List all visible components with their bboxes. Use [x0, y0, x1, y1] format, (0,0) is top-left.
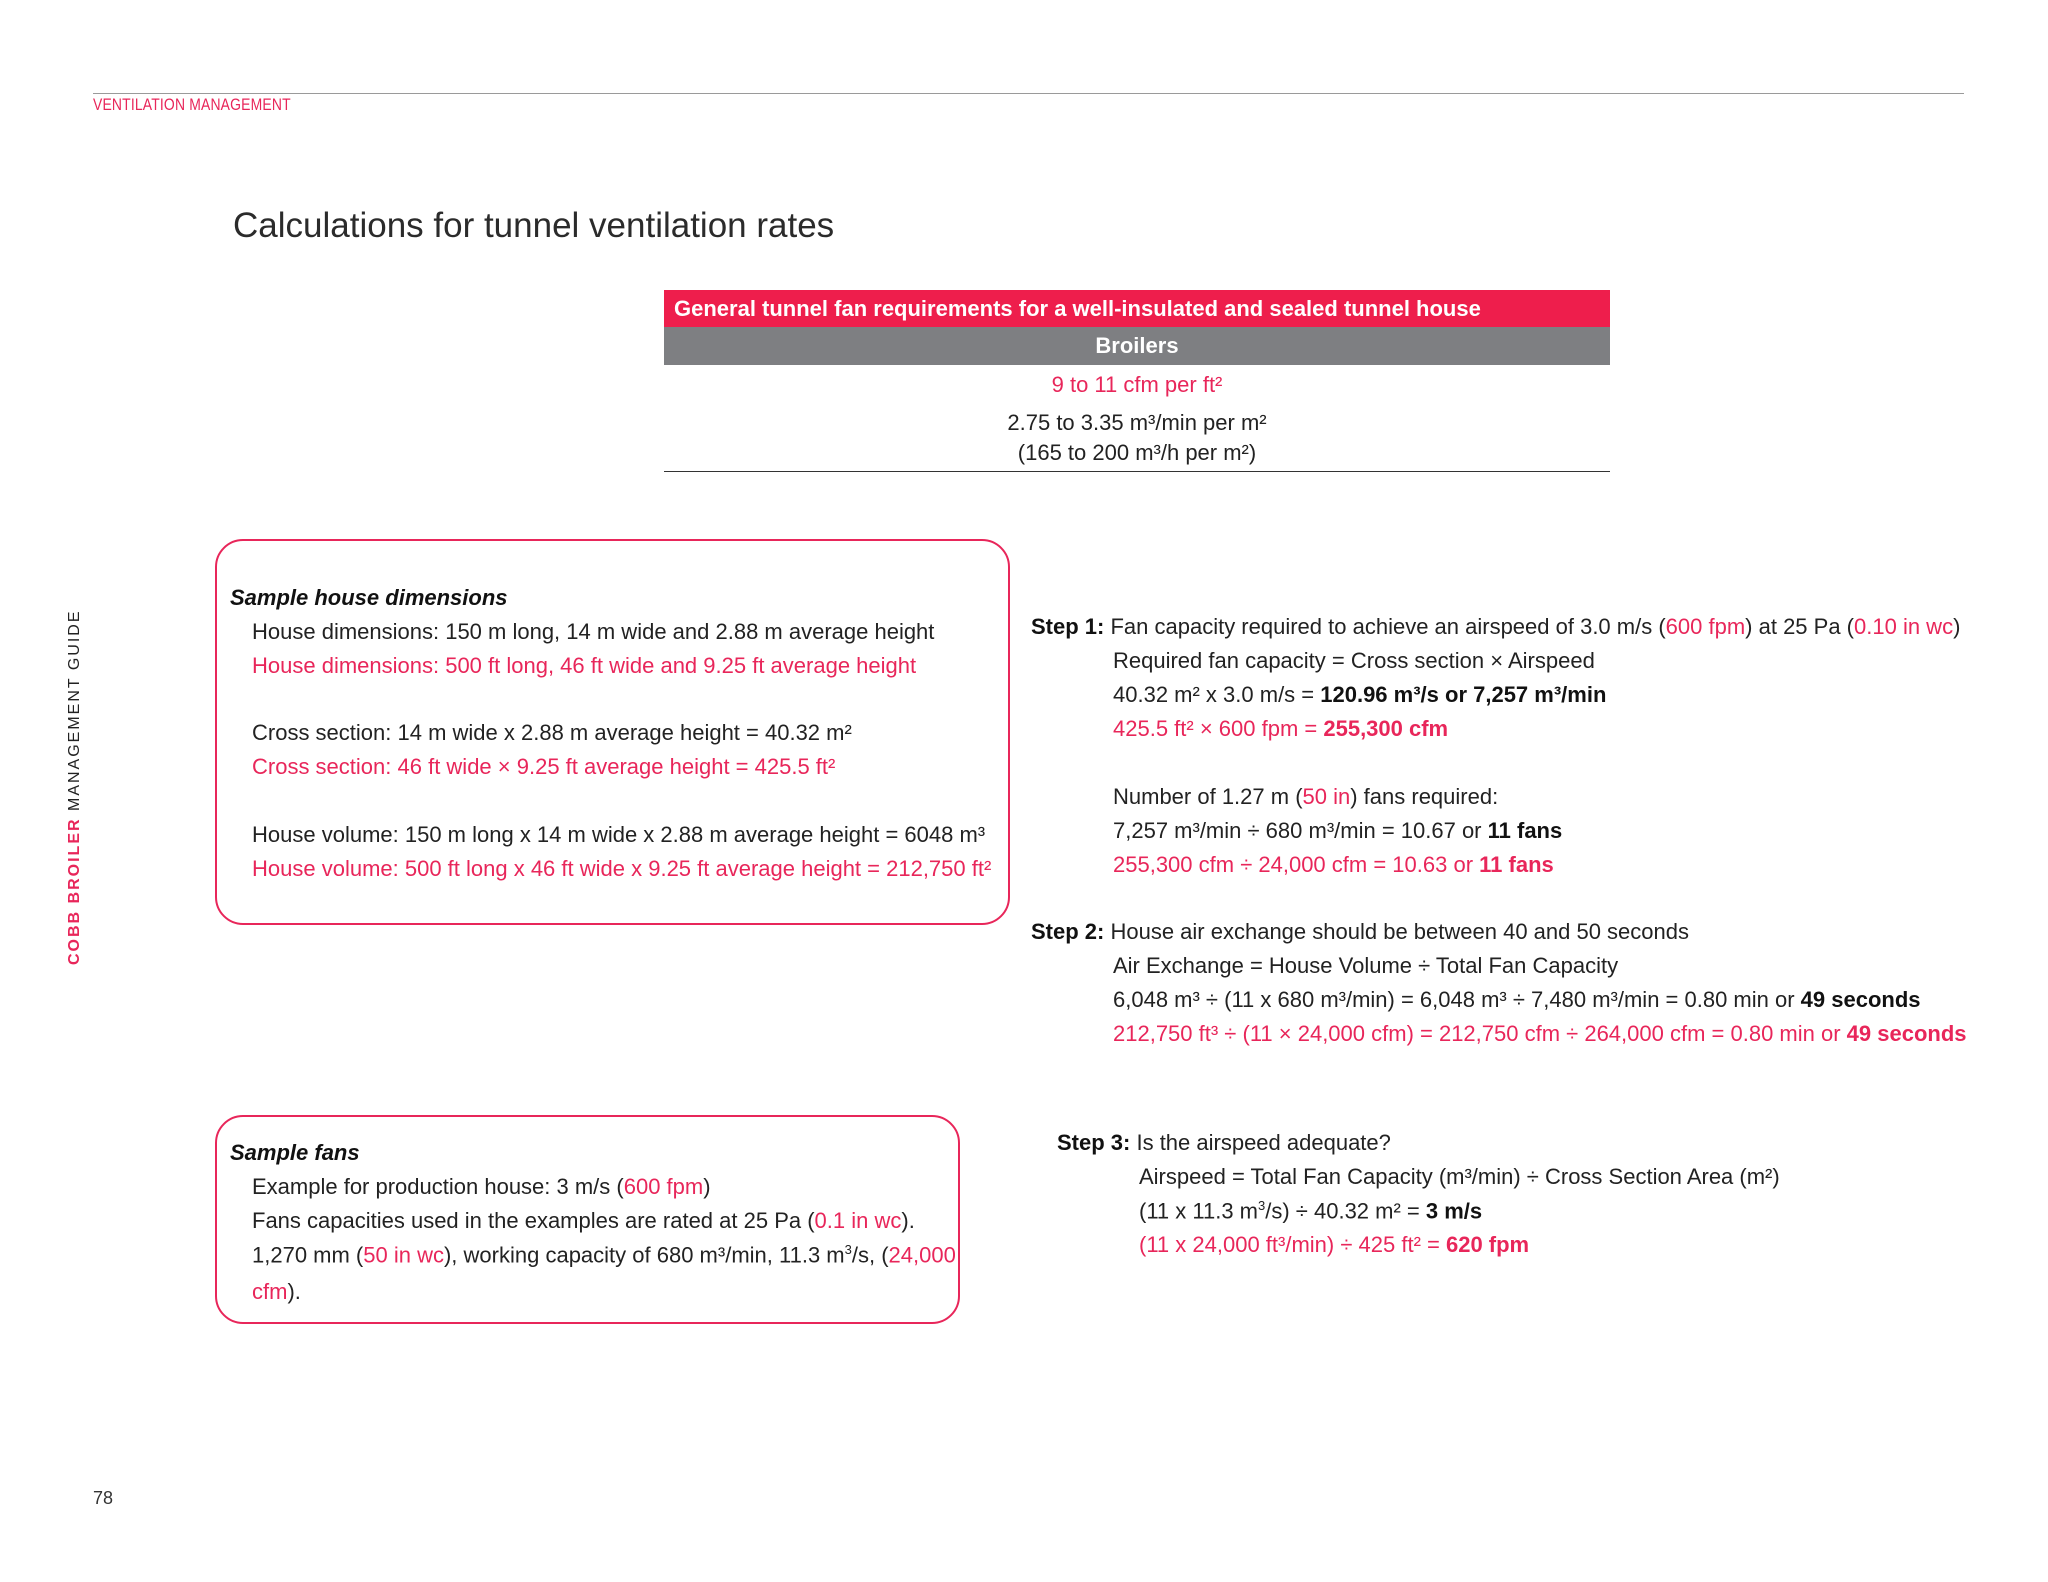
side-guide-label — [66, 609, 84, 965]
side-brand: COBB BROILER — [66, 817, 83, 965]
step1-line: 40.32 m² x 3.0 m/s = 120.96 m³/s or 7,257 m³/min — [1113, 682, 1607, 707]
dims-line: House volume: 150 m long x 14 m wide x 2.88 m average height = 6048 m³ — [252, 822, 986, 847]
step3-line: Airspeed = Total Fan Capacity (m³/min) ÷ Cross Section Area (m²) — [1139, 1164, 1780, 1189]
table-row: 9 to 11 cfm per ft² — [1051, 372, 1223, 397]
fans-heading: Sample fans — [230, 1140, 360, 1165]
step3-line: Step 3: Is the airspeed adequate? — [1057, 1130, 1391, 1155]
fans-line: cfm). — [252, 1279, 301, 1304]
dims-line: House dimensions: 150 m long, 14 m wide and 2.88 m average height — [252, 619, 935, 644]
step1-line: 425.5 ft² × 600 fpm = 255,300 cfm — [1113, 716, 1449, 741]
fans-line: Example for production house: 3 m/s (600 fpm) — [252, 1174, 711, 1199]
step1-line: Number of 1.27 m (50 in) fans required: — [1113, 784, 1499, 809]
side-guide-text: MANAGEMENT GUIDE — [66, 609, 83, 818]
table-row: 2.75 to 3.35 m³/min per m² — [1007, 410, 1267, 435]
fans-line: 1,270 mm (50 in wc), working capacity of 680 m³/min, 11.3 $m^3/s$, (24,000 — [252, 1242, 956, 1268]
table-header: General tunnel fan requirements for a well-insulated and sealed tunnel house — [664, 290, 1610, 327]
page-title: Calculations for tunnel ventilation rates — [233, 206, 835, 245]
fan-requirements-table — [664, 290, 1610, 472]
table-subheader: Broilers — [664, 327, 1610, 365]
dims-line: House volume: 500 ft long x 46 ft wide x 9.25 ft average height = 212,750 ft² — [252, 856, 992, 881]
header-rule — [93, 93, 1964, 94]
step3-line: (11 x 24,000 ft³/min) ÷ 425 ft² = 620 fpm — [1139, 1232, 1530, 1257]
dims-line: Cross section: 46 ft wide × 9.25 ft average height = 425.5 ft² — [252, 754, 836, 779]
step2-line: Air Exchange = House Volume ÷ Total Fan Capacity — [1113, 953, 1619, 978]
step2-line: 212,750 ft³ ÷ (11 × 24,000 cfm) = 212,750 cfm ÷ 264,000 cfm = 0.80 min or 49 seconds — [1113, 1021, 1967, 1046]
step2-label: Step 2: — [1031, 919, 1105, 944]
step1-line: 255,300 cfm ÷ 24,000 cfm = 10.63 or 11 fans — [1113, 852, 1554, 877]
step1-line: 7,257 m³/min ÷ 680 m³/min = 10.67 or 11 fans — [1113, 818, 1563, 843]
fans-line: Fans capacities used in the examples are rated at 25 Pa (0.1 in wc). — [252, 1208, 915, 1233]
step3-label: Step 3: — [1057, 1130, 1131, 1155]
step1-label: Step 1: — [1031, 614, 1105, 639]
step2-line: Step 2: House air exchange should be between 40 and 50 seconds — [1031, 919, 1690, 944]
step1-line: Step 1: Fan capacity required to achieve an airspeed of 3.0 m/s (600 fpm) at 25 Pa (0.10 in wc) — [1031, 614, 1961, 639]
section-label: VENTILATION MANAGEMENT — [93, 95, 291, 114]
dims-line: House dimensions: 500 ft long, 46 ft wide and 9.25 ft average height — [252, 653, 917, 678]
step1-line: Required fan capacity = Cross section × Airspeed — [1113, 648, 1595, 673]
dims-heading: Sample house dimensions — [230, 585, 508, 610]
step3-line: (11 x 11.3 $m^3/s) \div 40.32$ m² = 3 m/s — [1139, 1198, 1483, 1224]
step2-line: 6,048 m³ ÷ (11 x 680 m³/min) = 6,048 m³ ÷ 7,480 m³/min = 0.80 min or 49 seconds — [1113, 987, 1921, 1012]
table-row: (165 to 200 m³/h per m²) — [664, 437, 1610, 472]
dims-line: Cross section: 14 m wide x 2.88 m average height = 40.32 m² — [252, 720, 852, 745]
page-number: 78 — [93, 1488, 114, 1508]
